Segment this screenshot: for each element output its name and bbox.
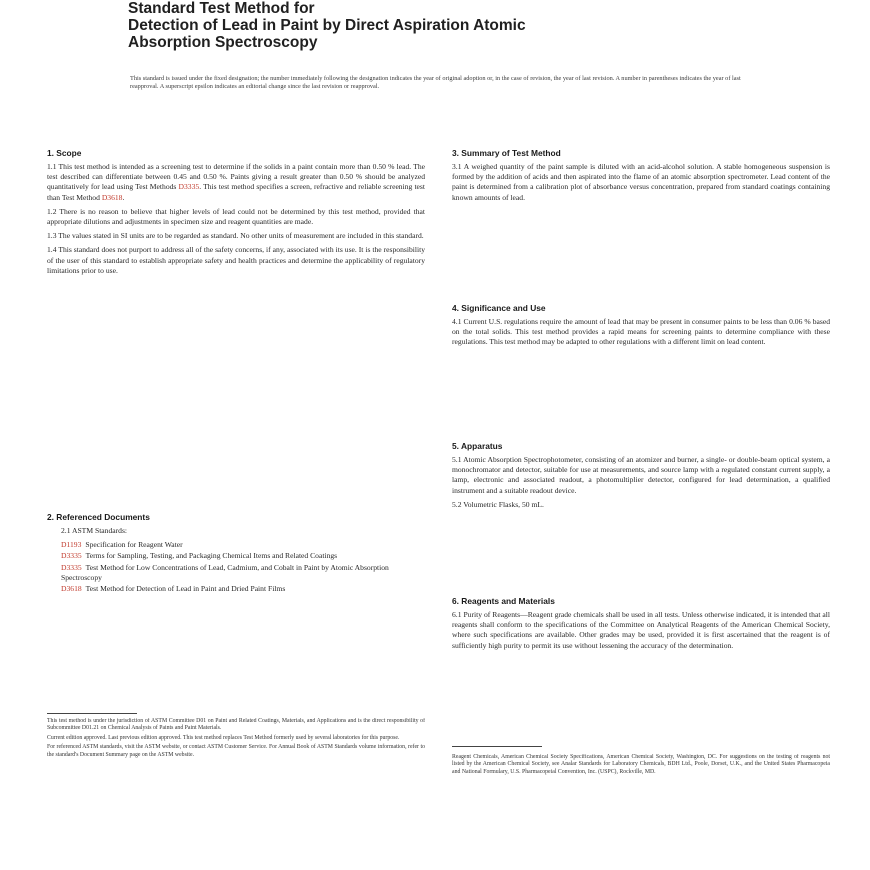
- section-summary: [452, 148, 830, 207]
- paragraph-4-1: 4.1 Current U.S. regulations require the amount of lead that may be present in consumer paints to be less than 0.06 % based on the total solids. This test method provides a rapid means for screening paints to determine compliance with these regulations. This test method may be adapted to other regulations with a different limit on lead content.: [452, 317, 830, 347]
- section-significance: [452, 303, 830, 352]
- section-reagents: [452, 596, 830, 716]
- footnote: Reagent Chemicals, American Chemical Society Specifications, American Chemical Society, Washington, DC. For suggestions on the testing of reagents not listed by the American Chemical Society, see Analar Standards for Laboratory Chemicals, BDH Ltd., Poole, Dorset, U.K., and the United States Pharmacopeia and National Formulary, U.S. Pharmacopeial Convention, Inc. (USPC), Rockville, MD.: [452, 754, 830, 775]
- reference-link[interactable]: D3618: [101, 192, 123, 202]
- footnote: Current edition approved. Last previous edition approved. This test method replaces Test Method formerly used by several laboratories for this purpose.: [47, 734, 400, 741]
- paragraph-1-4: 1.4 This standard does not purport to address all of the safety concerns, if any, associated with its use. It is the responsibility of the user of this standard to establish appropriate safety and health practices and determine the applicability of regulatory limitations prior to use.: [47, 245, 425, 275]
- paragraph-6-1: 6.1 Purity of Reagents—Reagent grade chemicals shall be used in all tests. Unless otherwise indicated, it is intended that all reagents shall conform to the specifications of the Committee on Analytical Reagents of the American Chemical Society, where such specifications are available. Other grades may be used, provided it is first ascertained that the reagent is of sufficiently high purity to permit its use without lessening the accuracy of the determination.: [452, 610, 830, 650]
- footnote-rule: [47, 713, 137, 714]
- section-heading: 3. Summary of Test Method: [452, 148, 561, 158]
- paragraph-5-1: 5.1 Atomic Absorption Spectrophotometer, consisting of an atomizer and burner, a single- or double-beam optical system, a monochromator and detector, suitable for use at measurements, and source lamp with a regulated constant current supply, a lamp, electronic and associated readout, a photomultiplier detector, configured for lead determination, a qualified instrument and a suitable readout device.: [452, 455, 830, 495]
- paragraph-1-2: 1.2 There is no reason to believe that higher levels of lead could not be determined by this test method, provided that appropriate dilutions and adjustments in specimen size and reagent quantities are made.: [47, 206, 425, 227]
- footnote-rule: [452, 746, 542, 747]
- reference-text: Specification for Reagent Water: [85, 540, 183, 550]
- paragraph-1-1: 1.1 This test method is intended as a screening test to determine if the solids in a paint contain more than 0.50 % lead. The test described can differentiate between 0.45 and 0.50 %. Paints giving a result greater than 0.50 % should be analyzed quantitatively for lead using Test Methods D3335. This test method specifies a screen, refractive and reliable screening test than Test Method D3618.: [47, 162, 425, 202]
- paragraph-2-1: 2.1 ASTM Standards:: [61, 526, 128, 535]
- reference-code[interactable]: D3335: [61, 551, 82, 561]
- footnotes-right: [452, 754, 830, 834]
- footnotes-left: [47, 718, 425, 838]
- reference-text: Terms for Sampling, Testing, and Packaging Chemical Items and Related Coatings: [85, 551, 338, 561]
- reference-code[interactable]: D3618: [61, 584, 82, 594]
- reference-item: [61, 563, 425, 583]
- reference-item: [61, 551, 425, 561]
- title-line-3: Absorption Spectroscopy: [128, 34, 318, 51]
- reference-item: [61, 584, 425, 594]
- section-referenced-documents: [47, 512, 425, 595]
- reference-text: Test Method for Detection of Lead in Paint and Dried Paint Films: [85, 584, 286, 594]
- reference-link[interactable]: D3335: [178, 182, 200, 192]
- footnote: This test method is under the jurisdiction of ASTM Committee D01 on Paint and Related Coatings, Materials, and Applications and is the direct responsibility of Subcommittee D01.21 on Chemical Analysis of Paints and Paint Materials.: [47, 718, 425, 732]
- section-scope: [47, 148, 425, 280]
- paragraph-3-1: 3.1 A weighed quantity of the paint sample is diluted with an acid-alcohol solution. A stable homogeneous suspension is formed by the addition of acids and then aspirated into the flame of an atomic absorption spectrometer. Lead content of the paint is determined from a calibration plot of absorbance versus concentration, prepared from standard coatings containing known amounts of lead.: [452, 162, 830, 202]
- paragraph-text: 1.1 This test method is intended as a screening test to determine if the solids in a paint contain more than 0.50 % lead. The test described can differentiate between 0.45 and 0.50 %. Paints giving a result greater than 0.50 % should be analyzed quantitatively for lead using Test Methods: [47, 162, 425, 192]
- reference-code[interactable]: D3335: [61, 562, 82, 572]
- section-heading: 2. Referenced Documents: [47, 512, 150, 522]
- reference-item: [61, 540, 425, 550]
- footnote: For referenced ASTM standards, visit the ASTM website, or contact ASTM Customer Service. For Annual Book of ASTM Standards volume information, refer to the standard's Document Summary page on the ASTM website.: [47, 744, 425, 758]
- paragraph-1-3: 1.3 The values stated in SI units are to be regarded as standard. No other units of measurement are included in this standard.: [47, 231, 424, 241]
- title-line-1: Standard Test Method for: [128, 0, 315, 17]
- section-apparatus: [452, 441, 830, 514]
- left-column: [47, 148, 425, 848]
- section-heading: 1. Scope: [47, 148, 82, 158]
- section-heading: 6. Reagents and Materials: [452, 596, 555, 606]
- right-column: [452, 148, 830, 848]
- title-line-2: Detection of Lead in Paint by Direct Aspiration Atomic: [128, 17, 526, 34]
- paragraph-5-2: 5.2 Volumetric Flasks, 50 mL.: [452, 499, 544, 509]
- section-heading: 4. Significance and Use: [452, 303, 546, 313]
- section-heading: 5. Apparatus: [452, 441, 503, 451]
- paragraph-text: . This test method specifies a screen, refractive and reliable screening test than Test Method: [47, 182, 425, 202]
- reference-text: Test Method for Low Concentrations of Lead, Cadmium, and Cobalt in Paint by Atomic Absorption Spectroscopy: [61, 562, 389, 582]
- reference-code[interactable]: D1193: [61, 540, 82, 550]
- reference-list: [61, 540, 425, 594]
- document-title: [128, 0, 768, 51]
- designation-note: This standard is issued under the fixed designation; the number immediately following the designation indicates the year of original adoption or, in the case of revision, the year of last revision. A number in parentheses indicates the year of last reapproval. A superscript epsilon indicates an editorial change since the last revision or reapproval.: [130, 75, 741, 90]
